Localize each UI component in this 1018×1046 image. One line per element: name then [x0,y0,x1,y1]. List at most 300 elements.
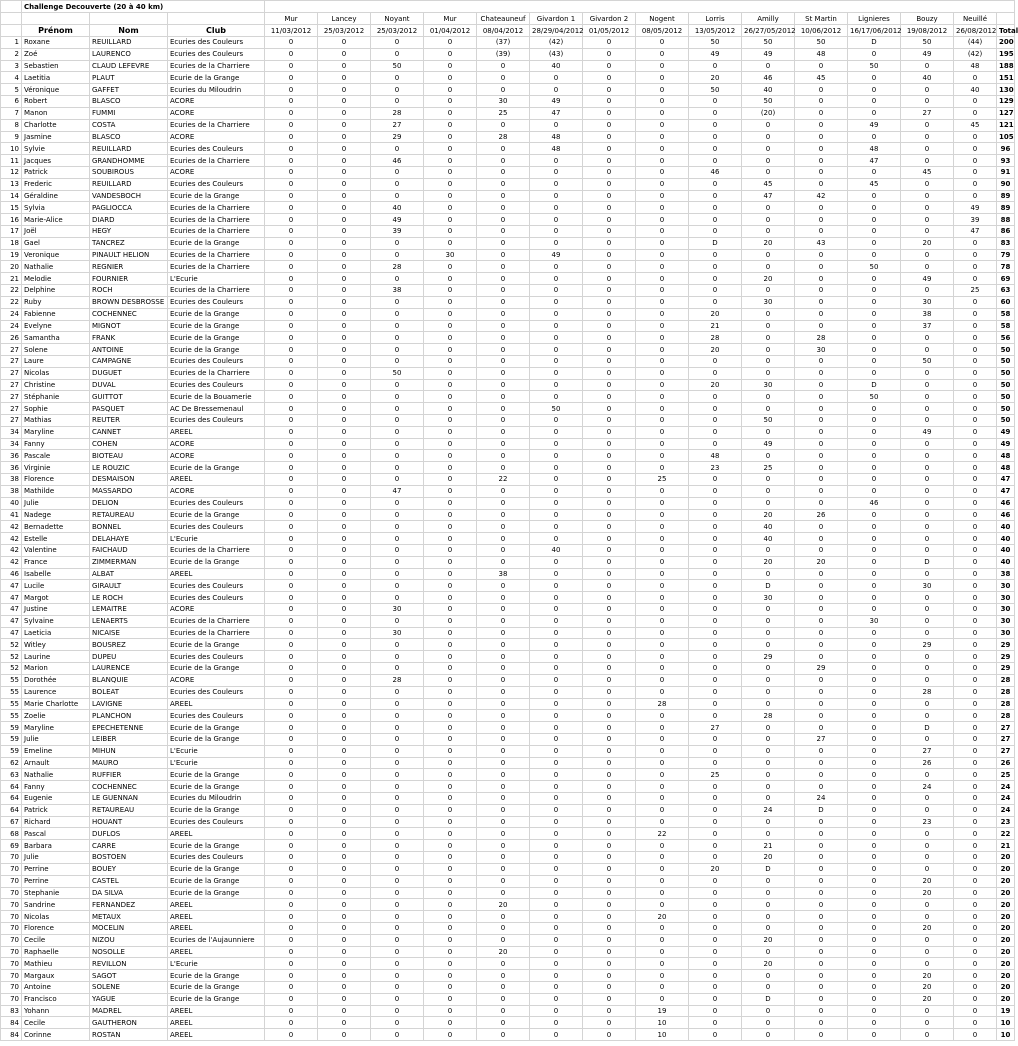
score-cell: 0 [318,993,371,1005]
table-row [1,155,1015,167]
rank-cell: 41 [1,509,22,521]
score-cell: 49 [689,48,742,60]
score-cell: 0 [318,261,371,273]
score-cell: 0 [477,828,530,840]
score-cell: 20 [901,993,954,1005]
score-cell: 0 [848,474,901,486]
club-cell: Ecuries du Miloudrin [168,84,265,96]
score-cell: 0 [477,1029,530,1041]
score-cell: 0 [477,793,530,805]
score-cell: 0 [742,214,795,226]
club-cell: Ecurie de la Grange [168,509,265,521]
prenom-cell: Eugenie [22,793,90,805]
score-cell: 0 [265,178,318,190]
score-cell: 0 [636,214,689,226]
score-cell: 0 [795,462,848,474]
event-name-header: Nogent [636,13,689,25]
score-cell: 0 [742,911,795,923]
score-cell: 0 [318,107,371,119]
total-cell: 28 [997,710,1015,722]
score-cell: 0 [901,852,954,864]
score-cell: 0 [318,816,371,828]
score-cell: 0 [265,485,318,497]
score-cell: 0 [265,37,318,49]
score-cell: 0 [583,462,636,474]
score-cell: 0 [265,462,318,474]
club-cell: Ecuries de la Charriere [168,226,265,238]
club-cell: Ecuries de la Charriere [168,249,265,261]
total-cell: 47 [997,485,1015,497]
score-cell: 0 [424,592,477,604]
club-cell: Ecuries de la Charriere [168,202,265,214]
prenom-cell: Justine [22,604,90,616]
score-cell: 0 [583,993,636,1005]
total-cell: 130 [997,84,1015,96]
nom-cell: REUILLARD [90,178,168,190]
score-cell: 0 [583,166,636,178]
score-cell: 0 [583,639,636,651]
score-cell: 0 [583,793,636,805]
score-cell: 0 [795,485,848,497]
score-cell: 0 [265,521,318,533]
score-cell: 0 [742,781,795,793]
score-cell: 0 [371,403,424,415]
score-cell: 43 [795,237,848,249]
score-cell: 0 [901,533,954,545]
total-cell: 88 [997,214,1015,226]
score-cell: 0 [848,332,901,344]
score-cell: 0 [424,462,477,474]
score-cell: 0 [530,781,583,793]
score-cell: 0 [742,639,795,651]
nom-cell: MIHUN [90,745,168,757]
score-cell: 0 [848,237,901,249]
rank-cell: 42 [1,533,22,545]
total-cell: 10 [997,1029,1015,1041]
score-cell: 0 [477,249,530,261]
table-row [1,663,1015,675]
score-cell: 0 [795,131,848,143]
rank-cell: 16 [1,214,22,226]
score-cell: 0 [848,733,901,745]
score-cell: 0 [795,710,848,722]
rank-cell: 52 [1,651,22,663]
total-cell: 29 [997,651,1015,663]
score-cell: 0 [954,1029,997,1041]
score-cell: 0 [318,190,371,202]
prenom-cell: Perrine [22,875,90,887]
score-cell: 0 [636,934,689,946]
score-cell: 0 [530,769,583,781]
score-cell: 0 [689,296,742,308]
score-cell: 22 [477,474,530,486]
score-cell: 40 [742,84,795,96]
score-cell: 0 [795,887,848,899]
score-cell: 0 [583,733,636,745]
score-cell: 0 [954,438,997,450]
nom-cell: FUMMI [90,107,168,119]
prenom-cell: Manon [22,107,90,119]
table-row [1,816,1015,828]
score-cell: 0 [954,320,997,332]
score-cell: 0 [954,615,997,627]
nom-cell: GIRAULT [90,580,168,592]
rank-cell: 70 [1,970,22,982]
score-cell: 0 [371,580,424,592]
score-cell: 0 [318,131,371,143]
nom-cell: PASQUET [90,403,168,415]
score-cell: 0 [583,355,636,367]
score-cell: 0 [583,403,636,415]
score-cell: 0 [318,178,371,190]
score-cell: 0 [795,958,848,970]
score-cell: 48 [689,450,742,462]
score-cell: 0 [583,781,636,793]
score-cell: 0 [318,96,371,108]
club-cell: AC De Bressemenaul [168,403,265,415]
prenom-cell: Francisco [22,993,90,1005]
prenom-cell: Julie [22,497,90,509]
score-cell: 0 [583,568,636,580]
score-cell: 0 [424,166,477,178]
score-cell: 0 [901,804,954,816]
rank-cell: 36 [1,462,22,474]
club-cell: ACORE [168,131,265,143]
score-cell: 0 [954,911,997,923]
score-cell: 0 [954,580,997,592]
nom-cell: COCHENNEC [90,781,168,793]
club-cell: AREEL [168,1005,265,1017]
club-cell: Ecuries de la Charriere [168,627,265,639]
score-cell: 0 [795,544,848,556]
club-cell: Ecurie de la Grange [168,320,265,332]
score-cell: 0 [689,757,742,769]
score-cell: 0 [265,604,318,616]
total-cell: 60 [997,296,1015,308]
score-cell: 28 [901,686,954,698]
rank-cell: 63 [1,769,22,781]
table-row [1,828,1015,840]
score-cell: 0 [742,426,795,438]
total-cell: 28 [997,674,1015,686]
rank-cell: 2 [1,48,22,60]
total-cell: 50 [997,403,1015,415]
club-cell: Ecurie de la Grange [168,993,265,1005]
score-cell: 0 [848,745,901,757]
score-cell: 0 [371,533,424,545]
score-cell: 0 [636,521,689,533]
score-cell: 0 [795,604,848,616]
score-cell: 0 [689,651,742,663]
total-cell: 89 [997,202,1015,214]
score-cell: 0 [265,722,318,734]
score-cell: 0 [424,143,477,155]
total-cell: 20 [997,875,1015,887]
score-cell: 0 [371,710,424,722]
score-cell: 0 [318,769,371,781]
score-cell: 0 [848,403,901,415]
score-cell: 0 [689,533,742,545]
prenom-cell: Robert [22,96,90,108]
score-cell: 0 [848,911,901,923]
score-cell: 0 [795,757,848,769]
rank-cell: 5 [1,84,22,96]
score-cell: 0 [477,450,530,462]
total-cell: 20 [997,899,1015,911]
score-cell: 0 [742,391,795,403]
score-cell: 0 [477,426,530,438]
score-cell: 29 [901,639,954,651]
score-cell: 0 [477,355,530,367]
score-cell: 0 [424,698,477,710]
prenom-cell: Marie Charlotte [22,698,90,710]
score-cell: 0 [954,970,997,982]
score-cell: 0 [318,946,371,958]
prenom-cell: Solene [22,344,90,356]
rank-cell: 18 [1,237,22,249]
score-cell: 0 [689,261,742,273]
total-cell: 20 [997,993,1015,1005]
total-cell: 20 [997,934,1015,946]
score-cell: 0 [318,922,371,934]
score-cell: 0 [742,249,795,261]
table-row [1,993,1015,1005]
score-cell: 0 [901,769,954,781]
score-cell: 20 [477,946,530,958]
score-cell: 0 [742,615,795,627]
total-cell: 20 [997,922,1015,934]
event-date-header: 25/03/2012 [318,25,371,37]
score-cell: 0 [530,450,583,462]
score-cell: 0 [689,781,742,793]
score-cell: 0 [530,296,583,308]
score-cell: 0 [848,485,901,497]
score-cell: 0 [530,863,583,875]
rank-cell: 42 [1,521,22,533]
score-cell: 0 [371,344,424,356]
nom-cell: GRANDHOMME [90,155,168,167]
score-cell: 0 [424,426,477,438]
score-cell: 0 [530,922,583,934]
score-cell: 0 [636,296,689,308]
score-cell: 0 [477,911,530,923]
score-cell: 0 [477,521,530,533]
score-cell: 49 [371,214,424,226]
score-cell: 0 [795,285,848,297]
nom-cell: RUFFIER [90,769,168,781]
score-cell: 0 [477,296,530,308]
score-cell: 0 [689,639,742,651]
score-cell: 0 [424,37,477,49]
score-cell: 0 [583,119,636,131]
total-cell: 30 [997,580,1015,592]
score-cell: 0 [901,415,954,427]
score-cell: 0 [795,60,848,72]
score-cell: 0 [477,509,530,521]
score-cell: 0 [901,544,954,556]
score-cell: 0 [689,544,742,556]
total-cell: 46 [997,509,1015,521]
nom-cell: MAURO [90,757,168,769]
score-cell: 0 [901,403,954,415]
score-cell: 0 [424,568,477,580]
score-cell: 0 [954,308,997,320]
score-cell: 0 [636,733,689,745]
score-cell: 45 [954,119,997,131]
table-row [1,379,1015,391]
rank-cell: 59 [1,722,22,734]
score-cell: 0 [795,1029,848,1041]
score-cell: 0 [795,450,848,462]
club-cell: L'Ecurie [168,757,265,769]
score-cell: 40 [742,521,795,533]
score-cell: 0 [318,733,371,745]
table-row [1,226,1015,238]
score-cell: 0 [795,922,848,934]
score-cell: 0 [583,934,636,946]
score-cell: 10 [636,1017,689,1029]
score-cell: 0 [477,863,530,875]
score-cell: 39 [954,214,997,226]
total-cell: 28 [997,698,1015,710]
score-cell: 0 [742,544,795,556]
score-cell: 0 [636,757,689,769]
score-cell: 0 [424,911,477,923]
score-cell: 0 [901,911,954,923]
score-cell: 0 [265,544,318,556]
table-row [1,143,1015,155]
score-cell: 0 [742,332,795,344]
club-cell: ACORE [168,674,265,686]
score-cell: 0 [530,202,583,214]
score-cell: 20 [689,379,742,391]
score-cell: 0 [265,332,318,344]
score-cell: 38 [371,285,424,297]
rank-cell: 20 [1,261,22,273]
club-cell: Ecuries des Couleurs [168,521,265,533]
score-cell: 0 [477,367,530,379]
table-row [1,592,1015,604]
club-cell: Ecurie de la Grange [168,781,265,793]
nom-cell: FAICHAUD [90,544,168,556]
score-cell: 0 [318,143,371,155]
club-cell: Ecurie de la Grange [168,344,265,356]
score-cell: 0 [424,344,477,356]
score-cell: 0 [848,367,901,379]
nom-cell: DESMAISON [90,474,168,486]
total-cell: 79 [997,249,1015,261]
score-cell: 0 [848,426,901,438]
score-cell: 0 [954,485,997,497]
score-cell: 0 [530,745,583,757]
nom-cell: DIARD [90,214,168,226]
club-cell: Ecurie de la Grange [168,308,265,320]
score-cell: 0 [636,804,689,816]
score-cell: 0 [901,615,954,627]
score-cell: 0 [636,84,689,96]
prenom-cell: Fabienne [22,308,90,320]
score-cell: 0 [954,852,997,864]
score-cell: 0 [318,415,371,427]
score-cell: 21 [689,320,742,332]
score-cell: 25 [742,462,795,474]
table-row [1,166,1015,178]
total-cell: 50 [997,391,1015,403]
club-cell: AREEL [168,426,265,438]
prenom-cell: Raphaelle [22,946,90,958]
score-cell: 0 [477,686,530,698]
score-cell: 0 [477,214,530,226]
score-cell: 0 [424,615,477,627]
total-cell: 24 [997,781,1015,793]
table-row [1,970,1015,982]
score-cell: 0 [265,840,318,852]
score-cell: 23 [901,816,954,828]
prenom-cell: Maryline [22,426,90,438]
prenom-cell: Samantha [22,332,90,344]
score-cell: 0 [795,686,848,698]
nom-cell: PINAULT HELION [90,249,168,261]
nom-cell: METAUX [90,911,168,923]
score-cell: 0 [795,320,848,332]
score-cell: 50 [371,367,424,379]
score-cell: 0 [424,1017,477,1029]
score-cell: 0 [742,627,795,639]
prenom-cell: Estelle [22,533,90,545]
event-date-header: 13/05/2012 [689,25,742,37]
rank-cell: 70 [1,993,22,1005]
total-cell: 50 [997,379,1015,391]
nom-cell: DA SILVA [90,887,168,899]
club-cell: Ecuries des Couleurs [168,497,265,509]
score-cell: 0 [318,1029,371,1041]
score-cell: 0 [848,816,901,828]
score-cell: 0 [636,781,689,793]
club-cell: Ecurie de la Grange [168,970,265,982]
score-cell: 0 [742,663,795,675]
score-cell: 0 [636,143,689,155]
score-cell: 0 [795,119,848,131]
score-cell: 50 [689,37,742,49]
rank-cell: 7 [1,107,22,119]
score-cell: 0 [265,96,318,108]
score-cell: 0 [742,745,795,757]
score-cell: 0 [583,533,636,545]
score-cell: 0 [265,131,318,143]
score-cell: 0 [265,415,318,427]
rank-cell: 47 [1,615,22,627]
score-cell: 0 [530,332,583,344]
score-cell: 0 [689,474,742,486]
nom-cell: RETAUREAU [90,509,168,521]
nom-cell: CANNET [90,426,168,438]
score-cell: 0 [901,1017,954,1029]
prenom-cell: Géraldine [22,190,90,202]
nom-cell: BONNEL [90,521,168,533]
table-row [1,1017,1015,1029]
score-cell: 0 [477,403,530,415]
nom-cell: GAFFET [90,84,168,96]
score-cell: 0 [583,497,636,509]
score-cell: 0 [795,249,848,261]
table-row [1,60,1015,72]
score-cell: 0 [265,793,318,805]
score-cell: 0 [583,899,636,911]
score-cell: 0 [424,946,477,958]
club-cell: ACORE [168,485,265,497]
score-cell: 20 [901,887,954,899]
score-cell: 0 [636,249,689,261]
